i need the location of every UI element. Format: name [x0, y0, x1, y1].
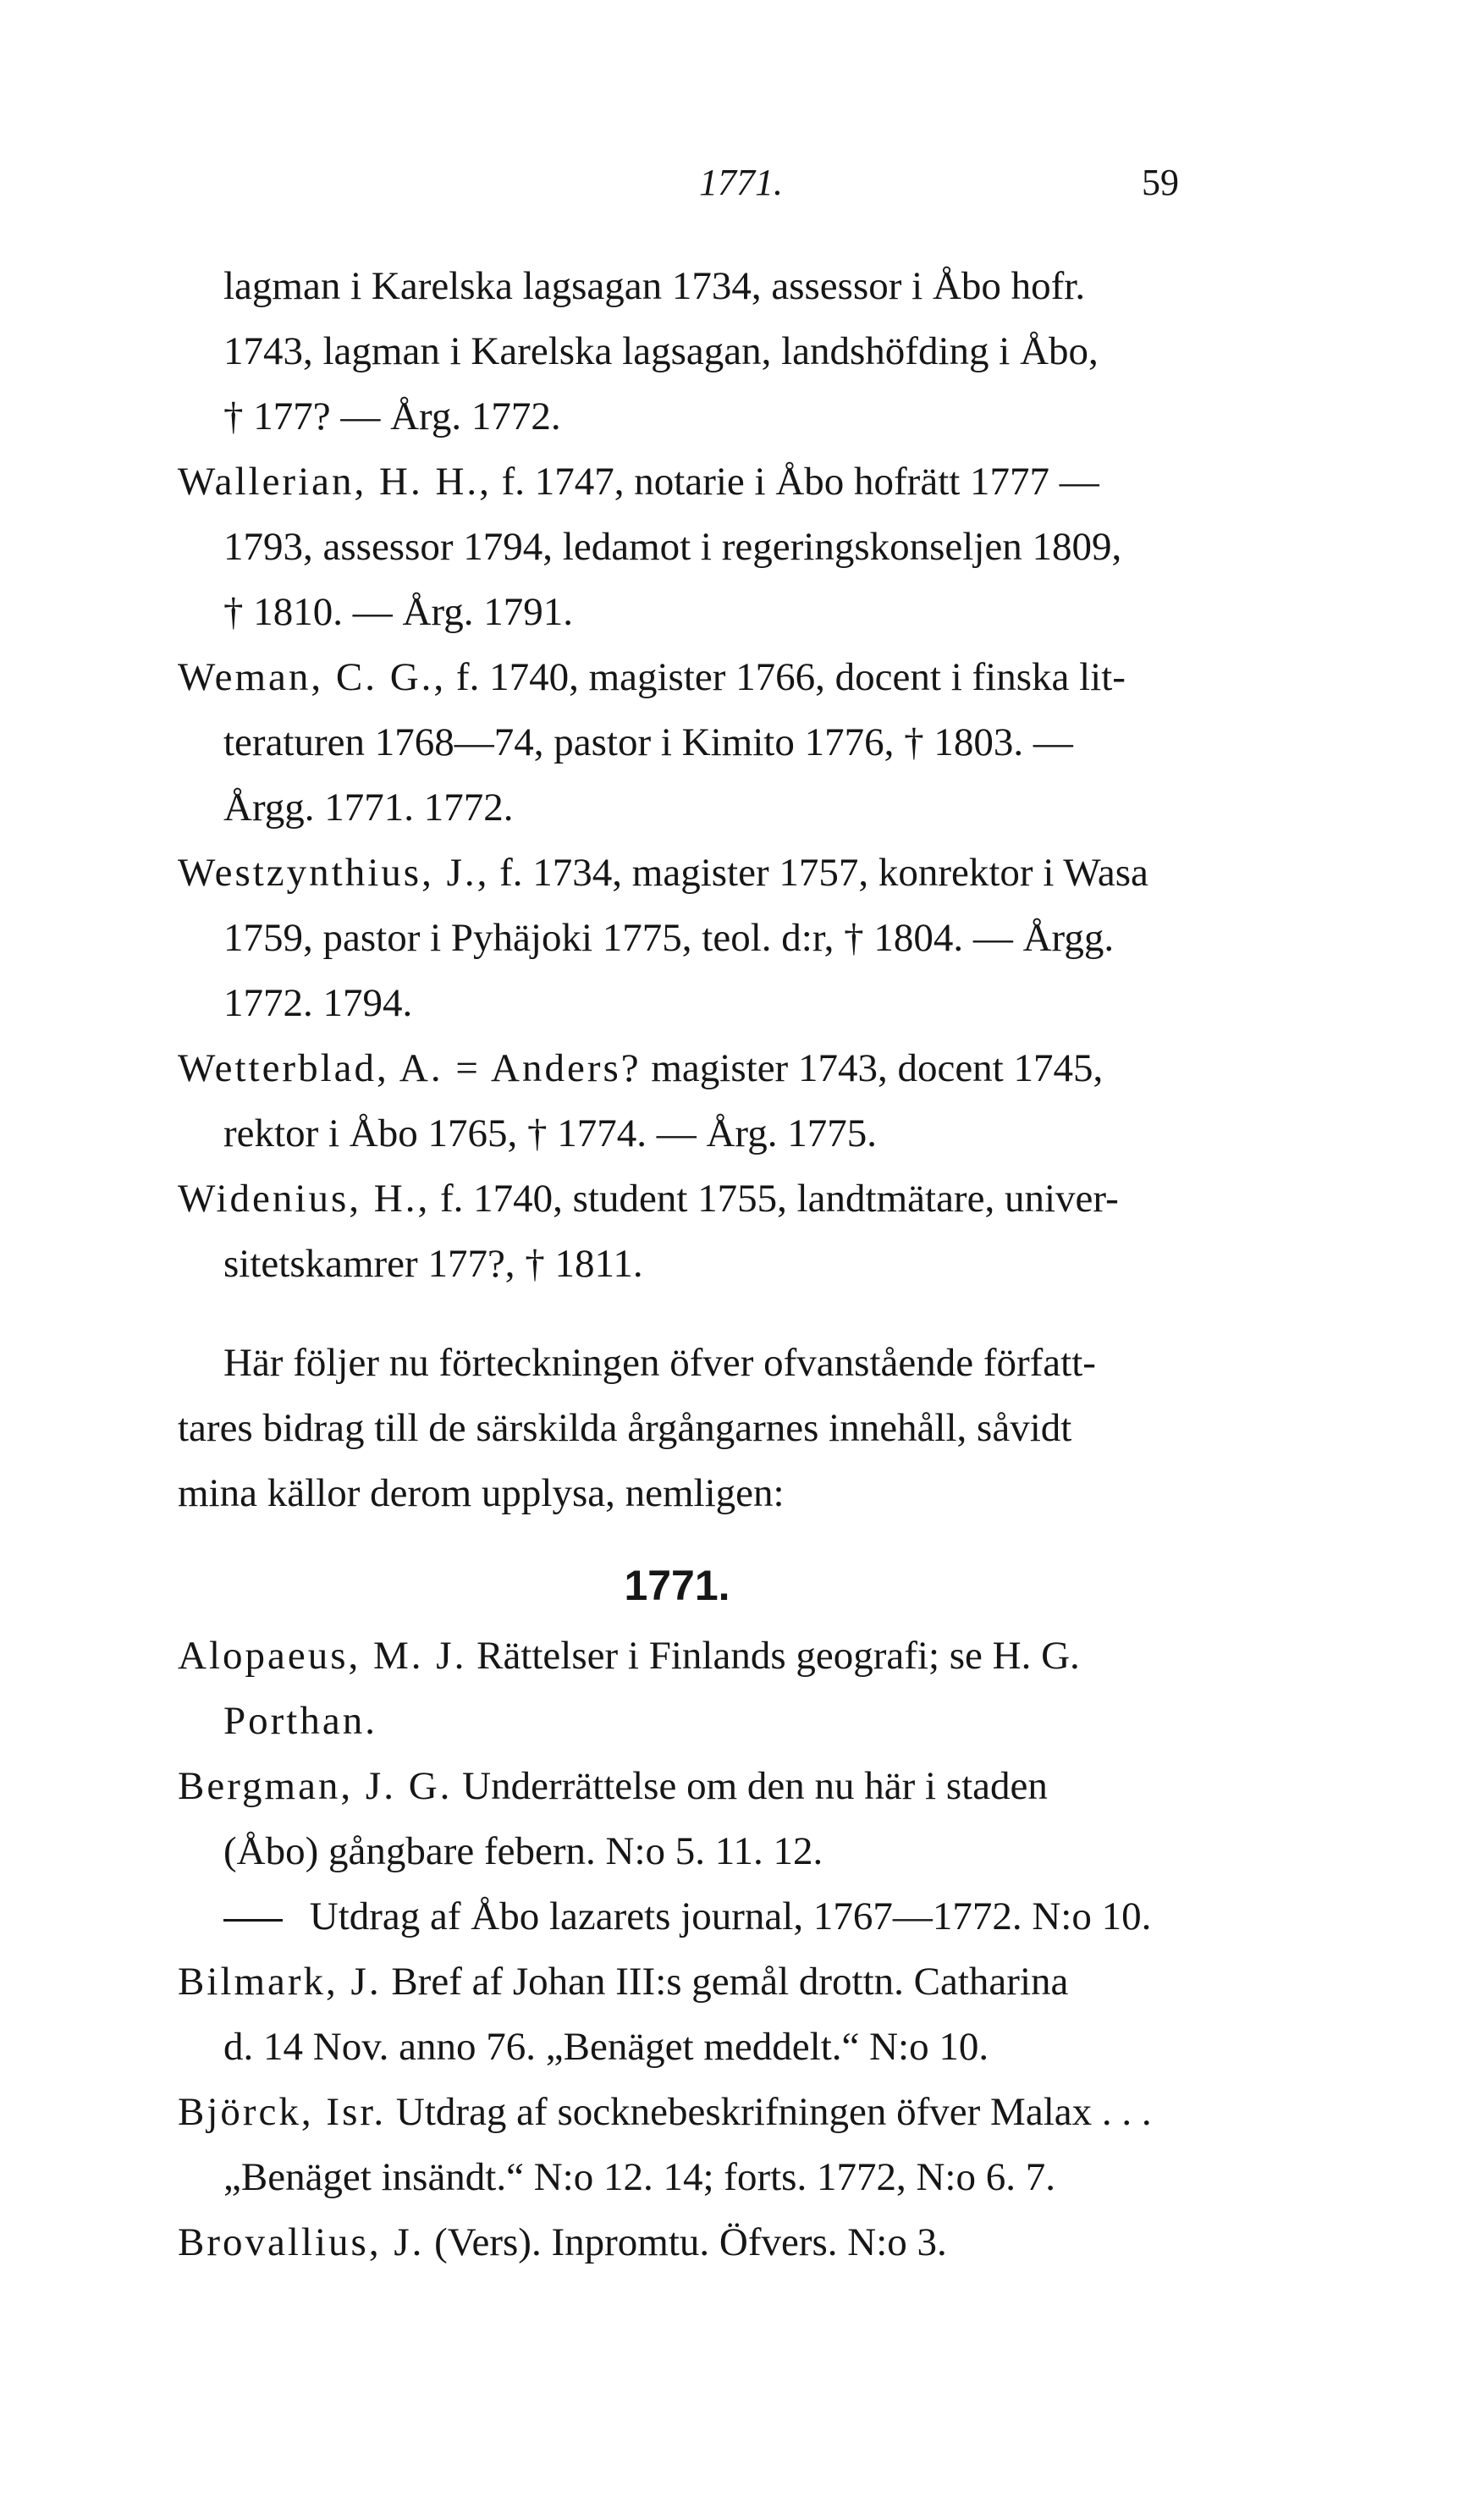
spacer — [178, 1526, 1227, 1547]
author-name: Björck, Isr. — [178, 2090, 387, 2134]
author-name: Wallerian, H. H., — [178, 460, 492, 504]
entry-first-line — [178, 2210, 1227, 2275]
author-name: Weman, C. G., — [178, 655, 447, 699]
spacer — [178, 1297, 1227, 1331]
entry-first-line — [178, 841, 1227, 906]
entry-line: Årgg. 1771. 1772. — [223, 786, 514, 830]
entry-first-line — [178, 449, 1227, 515]
entry-line: † 177? — Årg. 1772. — [223, 394, 561, 438]
year-heading: 1771. — [624, 1562, 730, 1609]
entry-first-line — [178, 1624, 1227, 1689]
entry-line: † 1810. — Årg. 1791. — [223, 590, 573, 634]
entry-text: Utdrag af socknebeskrifningen öfver Malax . . . — [395, 2090, 1152, 2134]
entry-first-line — [178, 1754, 1227, 1819]
running-head: 1771. — [699, 162, 783, 203]
entry-first-line — [178, 1884, 1227, 1949]
entry-text: Bref af Johan III:s gemål drottn. Catharina — [391, 1960, 1069, 2004]
entry-line: sitetskamrer 177?, † 1811. — [223, 1242, 643, 1286]
author-name: Bilmark, J. — [178, 1960, 382, 2004]
intro-line: tares bidrag till de särskilda årgångarnes innehåll, såvidt — [178, 1406, 1072, 1450]
entry-line: lagman i Karelska lagsagan 1734, assessor i Åbo hofr. — [223, 264, 1086, 308]
page-header — [0, 161, 1465, 212]
entry-line: 1743, lagman i Karelska lagsagan, landshöfding i Åbo, — [223, 329, 1099, 373]
entry-text: Utdrag af Åbo lazarets journal, 1767—1772. N:o 10. — [309, 1894, 1152, 1938]
entry-first-line — [178, 2080, 1227, 2145]
entry-first-line — [178, 1949, 1227, 2015]
ditto-dash — [223, 1919, 283, 1922]
entry-text: (Vers). Inpromtu. Öfvers. N:o 3. — [434, 2220, 947, 2264]
entry-line: 1793, assessor 1794, ledamot i regeringskonseljen 1809, — [223, 525, 1122, 569]
page-number: 59 — [1142, 162, 1179, 203]
entry-line: d. 14 Nov. anno 76. „Benäget meddelt.“ N:o 10. — [223, 2025, 989, 2069]
entry-line: 1759, pastor i Pyhäjoki 1775, teol. d:r, † 1804. — Årgg. — [223, 916, 1115, 960]
entry-line: 1772. 1794. — [223, 981, 413, 1025]
author-name: Widenius, H., — [178, 1177, 431, 1221]
entry-first-line — [178, 645, 1227, 710]
entry-text: f. 1740, student 1755, landtmätare, univer- — [439, 1177, 1119, 1221]
entry-line: teraturen 1768—74, pastor i Kimito 1776, † 1803. — — [223, 720, 1073, 764]
entry-line: Porthan. — [223, 1699, 377, 1743]
author-name: Alopaeus, M. J. — [178, 1634, 467, 1678]
entry-first-line — [178, 1166, 1227, 1232]
entry-text: f. 1734, magister 1757, konrektor i Wasa — [499, 851, 1148, 895]
entry-text: Underrättelse om den nu här i staden — [462, 1764, 1048, 1808]
intro-line: Här följer nu förteckningen öfver ofvanstående författ- — [223, 1341, 1096, 1385]
author-name: Brovallius, J. — [178, 2220, 425, 2264]
entry-line: rektor i Åbo 1765, † 1774. — Årg. 1775. — [223, 1111, 877, 1155]
entry-text: f. 1747, notarie i Åbo hofrätt 1777 — — [501, 460, 1099, 504]
page-body — [178, 254, 1227, 2275]
entry-line: „Benäget insändt.“ N:o 12. 14; forts. 1772, N:o 6. 7. — [223, 2155, 1055, 2199]
entry-line: (Åbo) gångbare febern. N:o 5. 11. 12. — [223, 1829, 823, 1873]
entry-text: f. 1740, magister 1766, docent i finska lit- — [455, 655, 1126, 699]
entry-text: Rättelser i Finlands geografi; se H. G. — [476, 1634, 1080, 1678]
author-name: Bergman, J. G. — [178, 1764, 453, 1808]
author-name: Wetterblad, A. = Anders? — [178, 1046, 642, 1090]
intro-line: mina källor derom upplysa, nemligen: — [178, 1471, 785, 1515]
entry-first-line — [178, 1036, 1227, 1101]
author-name: Westzynthius, J., — [178, 851, 490, 895]
entry-text: magister 1743, docent 1745, — [651, 1046, 1104, 1090]
